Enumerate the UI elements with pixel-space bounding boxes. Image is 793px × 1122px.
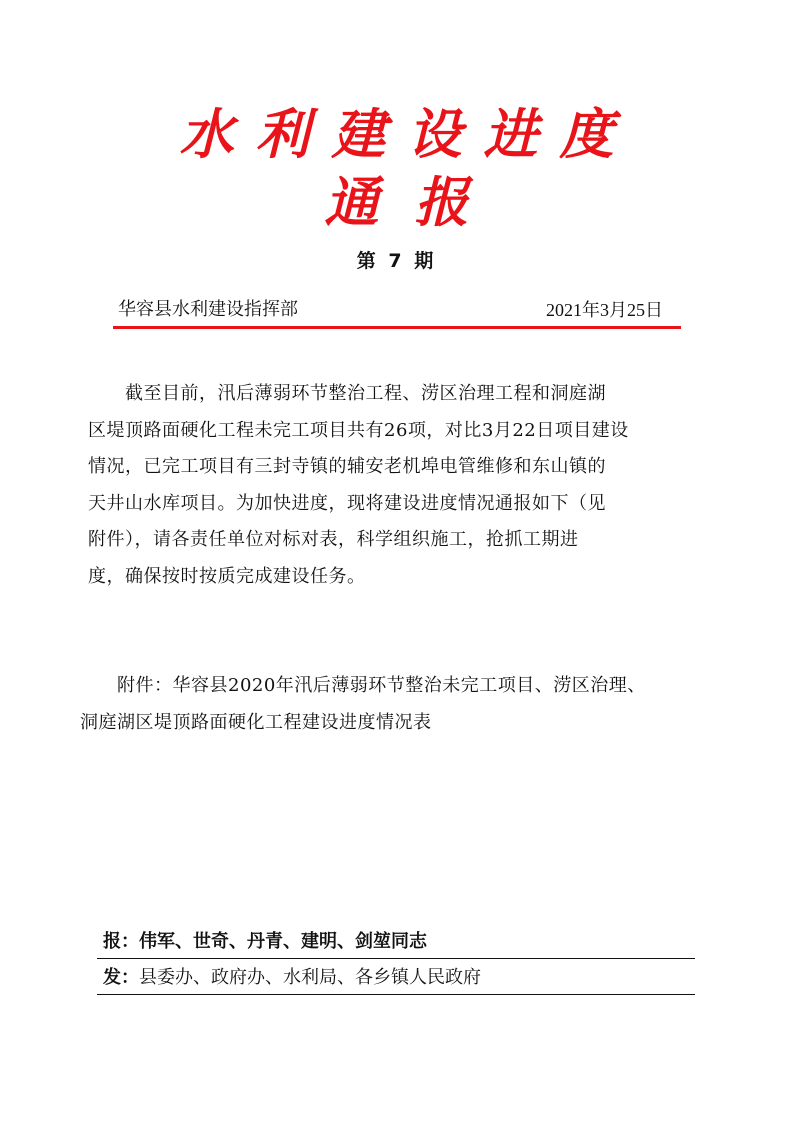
document-title-line-1: 水利建设进度 (179, 102, 636, 166)
issue-date: 2021年3月25日 (546, 300, 663, 320)
issuer-row (118, 298, 663, 322)
attachment-note (80, 668, 720, 741)
body-line: 情况，已完工项目有三封寺镇的辅安老机埠电管维修和东山镇的 (88, 456, 606, 478)
document-title-line-2: 通报 (324, 170, 505, 234)
footer-divider-1 (97, 958, 695, 959)
report-recipients: 伟军、世奇、丹青、建明、剑堃同志 (139, 931, 427, 952)
issuer-name: 华容县水利建设指挥部 (118, 299, 298, 320)
issue-number: 第 7 期 (356, 250, 437, 272)
body-line: 天井山水库项目。为加快进度，现将建设进度情况通报如下（见 (88, 492, 606, 514)
body-line: 度，确保按时按质完成建设任务。 (88, 565, 366, 587)
distribute-recipients: 县委办、政府办、水利局、各乡镇人民政府 (139, 967, 481, 988)
report-label: 报： (103, 931, 139, 952)
body-paragraph (88, 376, 708, 596)
body-line: 截至目前，汛后薄弱环节整治工程、涝区治理工程和洞庭湖 (88, 383, 606, 404)
distribute-row (103, 966, 481, 990)
footer-divider-2 (97, 994, 695, 995)
header-divider (113, 326, 681, 329)
body-line: 附件），请各责任单位对标对表，科学组织施工，抢抓工期进 (88, 529, 579, 551)
body-line: 区堤顶路面硬化工程未完工项目共有26项，对比3月22日项目建设 (88, 419, 629, 441)
attachment-line: 附件：华容县2020年汛后薄弱环节整治未完工项目、涝区治理、 (80, 675, 646, 696)
attachment-line: 洞庭湖区堤顶路面硬化工程建设进度情况表 (80, 711, 432, 733)
report-to-row (103, 930, 427, 954)
distribute-label: 发： (103, 967, 139, 988)
